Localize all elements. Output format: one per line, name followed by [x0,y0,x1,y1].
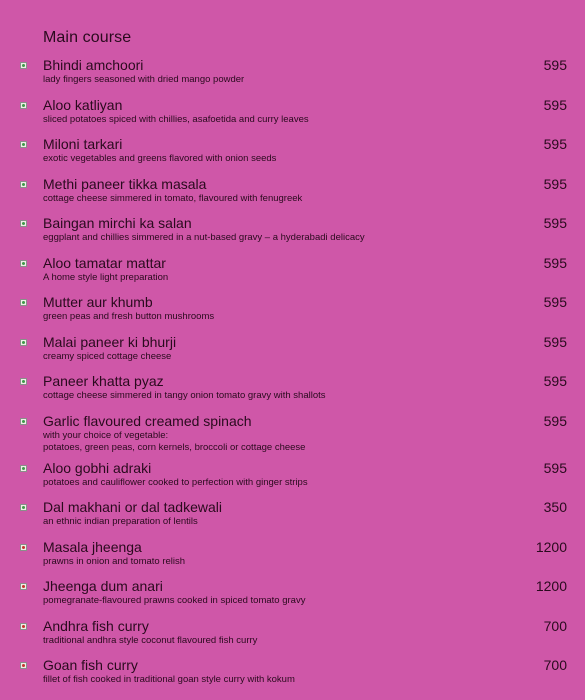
item-price: 595 [543,254,567,271]
menu-item [0,214,585,254]
veg-indicator-icon [20,102,27,109]
item-name: Aloo tamatar mattar [43,254,166,271]
veg-indicator-icon [20,141,27,148]
item-description: green peas and fresh button mushrooms [43,311,215,322]
menu-item [0,333,585,373]
menu-item [0,498,585,538]
item-price: 595 [543,373,567,389]
veg-indicator-icon [20,339,27,346]
menu-item [0,577,585,617]
menu-item [0,538,585,578]
menu-item [0,617,585,657]
nonveg-indicator-icon [20,544,27,551]
item-price: 1200 [535,578,567,594]
menu-item [0,96,585,136]
veg-indicator-icon [20,62,27,69]
item-name: Paneer khatta pyaz [43,373,164,389]
menu-item [0,56,585,96]
veg-indicator-icon [20,465,27,472]
item-price: 700 [543,657,567,673]
menu-item [0,656,585,696]
veg-indicator-icon [20,504,27,511]
veg-indicator-icon [20,378,27,385]
item-name: Garlic flavoured creamed spinach [43,412,252,429]
veg-indicator-icon [20,299,27,306]
item-description: an ethnic indian preparation of lentils [43,516,198,527]
item-price: 595 [543,175,567,192]
item-description: exotic vegetables and greens flavored with onion seeds [43,153,277,164]
item-description: fillet of fish cooked in traditional goan style curry with kokum [43,674,295,685]
item-description: cottage cheese simmered in tomato, flavoured with fenugreek [43,192,303,204]
item-description: eggplant and chillies simmered in a nut-based gravy – a hyderabadi delicacy [43,232,365,243]
item-price: 595 [543,333,567,350]
nonveg-indicator-icon [20,623,27,630]
veg-indicator-icon [20,220,27,227]
item-description: traditional andhra style coconut flavoured fish curry [43,634,258,646]
item-name: Jheenga dum anari [43,578,163,594]
veg-indicator-icon [20,260,27,267]
item-price: 595 [543,215,567,231]
item-description: pomegranate-flavoured prawns cooked in spiced tomato gravy [43,595,306,606]
item-description: potatoes and cauliflower cooked to perfection with ginger strips [43,476,308,488]
veg-indicator-icon [20,181,27,188]
item-price: 1200 [535,538,567,555]
item-name: Malai paneer ki bhurji [43,333,177,350]
item-description: sliced potatoes spiced with chillies, asafoetida and curry leaves [43,113,309,125]
item-name: Baingan mirchi ka salan [43,215,192,231]
item-price: 595 [543,459,567,476]
item-description: cottage cheese simmered in tangy onion tomato gravy with shallots [43,390,326,401]
item-name: Bhindi amchoori [43,57,144,73]
item-description: with your choice of vegetable: [43,429,169,441]
item-description: lady fingers seasoned with dried mango powder [43,74,245,85]
menu-item [0,459,585,499]
menu-item [0,135,585,175]
item-price: 595 [543,57,567,73]
item-name: Masala jheenga [43,538,142,555]
section-title: Main course [43,29,132,46]
menu-item [0,372,585,412]
item-name: Aloo gobhi adraki [43,459,152,476]
menu-item [0,293,585,333]
item-price: 595 [543,294,567,310]
menu-item [0,175,585,215]
item-description: potatoes, green peas, corn kernels, broccoli or cottage cheese [43,441,306,453]
item-price: 350 [543,499,567,515]
item-name: Andhra fish curry [43,617,149,634]
item-name: Methi paneer tikka masala [43,175,207,192]
veg-indicator-icon [20,418,27,425]
item-name: Dal makhani or dal tadkewali [43,499,222,515]
item-description: A home style light preparation [43,271,169,283]
item-description: creamy spiced cottage cheese [43,350,172,362]
item-price: 700 [543,617,567,634]
item-price: 595 [543,412,567,429]
menu-item-list [0,56,585,696]
item-name: Miloni tarkari [43,136,123,152]
item-price: 595 [543,136,567,152]
item-name: Goan fish curry [43,657,138,673]
item-name: Mutter aur khumb [43,294,153,310]
menu-item [0,254,585,294]
nonveg-indicator-icon [20,662,27,669]
item-description: prawns in onion and tomato relish [43,555,186,567]
item-name: Aloo katliyan [43,96,123,113]
menu-item [0,412,585,459]
nonveg-indicator-icon [20,583,27,590]
item-price: 595 [543,96,567,113]
